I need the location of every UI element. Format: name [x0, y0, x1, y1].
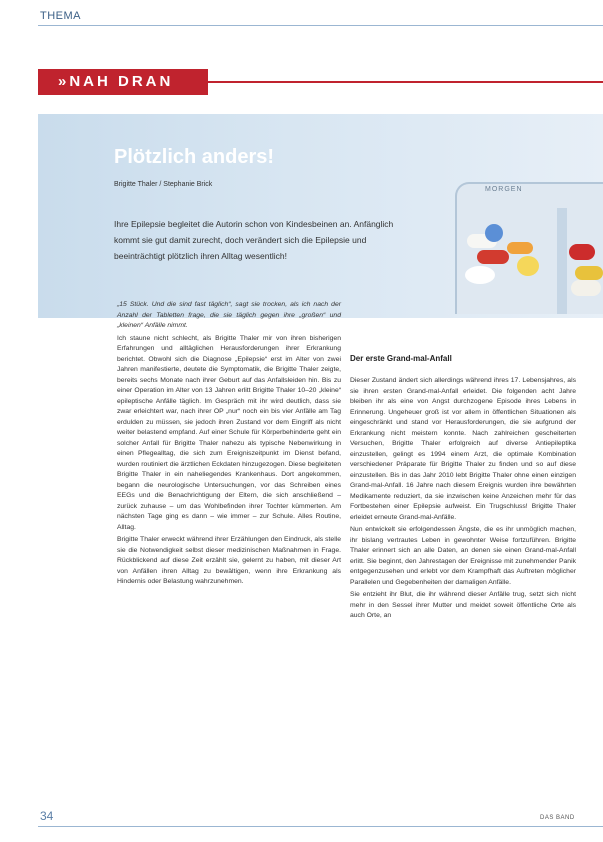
paragraph: Nun entwickelt sie erfolgendessen Ängste, die es ihr unmöglich machen, ihr bislang vertrautes Leben in gewohnter Weise fortzuführen. Brigitte Thaler erinnert sich an alle Daten, an denen sie einen Grand-mal-Anfall erlitt. Sie beginnt, den Jahrestagen der Ereignisse mit zunehmender Panik entgegenzusehen und erlebt vor dem Krampfhaft das Auftreten möglicher Parallelen und Gegebenheiten der damaligen Anfälle.: [350, 526, 576, 586]
pill-white-right: [571, 280, 601, 296]
article-column-left: [117, 300, 341, 590]
article-authors: Brigitte Thaler / Stephanie Brick: [114, 181, 213, 188]
pill-red: [477, 250, 509, 264]
section-subheading: Der erste Grand-mal-Anfall: [350, 354, 452, 363]
pill-organizer-image: [455, 182, 603, 314]
article-column-right: [350, 376, 576, 624]
intro-quote: „15 Stück. Und die sind fast täglich“, sagt sie trocken, als ich nach der Anzahl der Tabletten frage, die sie täglich gegen ihre „großen“ und „kleinen“ Anfälle nimmt.: [117, 301, 341, 329]
magazine-name: DAS BAND: [540, 815, 575, 821]
pill-white-round: [465, 266, 495, 284]
pill-yellow: [517, 256, 539, 276]
top-rule: [38, 25, 603, 26]
bottom-rule: [38, 826, 603, 827]
pill-orange: [507, 242, 533, 254]
paragraph: Sie entzieht ihr Blut, die ihr während dieser Anfälle trug, setzt sich nicht mehr in den Sessel ihrer Mutter und meidet soweit öffentliche Orte als auch Orte, an: [350, 591, 576, 619]
pill-red-right: [569, 244, 595, 260]
pillbox-divider: [557, 208, 567, 314]
paragraph: Ich staune nicht schlecht, als Brigitte Thaler mir von ihren bisherigen Erfahrungen und alltäglichen Herausforderungen ihrer Erkrankung berichtet. Obwohl sich die Diagnose „Epilepsie“ erst im Alter von zwei Jahren manifestierte, deutete die Symptomatik, die Brigitte Thaler zeigte, bereits sechs Monate nach ihrer Geburt auf das Anfallsleiden hin. Bis zu einer Operation im Alter von 13 Jahren erlitt Brigitte Thaler 10–20 „kleine“ epileptische Anfälle täglich. Im Gespräch mit ihr wird deutlich, dass sie zwar erleichtert war, nach ihrer OP „nur“ noch ein bis vier Anfälle am Tag erdulden zu müssen, sie jedoch ihren Zustand vor dem Eingriff als nicht weiter belastend empfand. Auf einer Schule für Körperbehinderte geht ein solcher Anfall für Brigitte Thaler nahezu als typische Nebenwirkung in einen Pflegealltag, die sich zum Ereigniszeitpunkt im Dienst befand, wurden routiniert die ärztlichen Eckdaten hinzugezogen. Diese begleiteten Brigitte Thaler in ein naheliegendes Krankenhaus. Dort angekommen, begann die neurologische Untersuchungen, vor das Schreiben eines EEGs und die Benachrichtigung der Eltern, die sich anschließend – zurück zuhause – um das Wohlbefinden ihrer Tochter kümmerten. Am nächsten Tage ging es dann – wie immer – zur Schule. Alles Routine, Alltag.: [117, 334, 341, 531]
section-banner: »NAH DRAN: [38, 69, 208, 95]
paragraph: Dieser Zustand ändert sich allerdings während ihres 17. Lebensjahres, als sie ihren ersten Grand-mal-Anfall erleidet. Die folgenden acht Jahre bleiben ihr als eine von Angst durchzogene Episode ihres Lebens in Erinnerung. Ungeheuer groß ist vor allem in öffentlichen Situationen als eingeschränkt und stand vor Herausforderungen, die sie aufgrund der Erkrankung nicht meistern konnte. Nach zahlreichen gescheiterten Versuchen, Brigitte Thaler erfolgreich auf diverse Antiepileptika einzustellen, gelingt es 1994 einem Arzt, die optimale Kombination verschiedener Präparate für Brigitte Thaler zu finden und so auf diese einzustellen. Bis in das Jahr 2010 lebt Brigitte Thaler ohne einen einzigen Grand-mal-Anfall. 16 Jahre nach diesem Ereignis wurden ihre bewährten Medikamente reduziert, da sie inzwischen keine Anzeichen mehr für das Fortbestehen einer Epilepsie aufweist. Ein Trugschluss! Brigitte Thaler erleidet erneute Grand-mal-Anfälle.: [350, 377, 576, 521]
paragraph: Brigitte Thaler erweckt während ihrer Erzählungen den Eindruck, als stelle sie die Notwendigkeit selbst dieser medizinischen Maßnahmen in Frage. Rückblickend auf diese Zeit erzählt sie, gelernt zu haben, mit dieser Art von Anfällen ihren Alltag zu bewältigen, wenn ihre Erkrankung als Hindernis oder Belastung wahrzunehmen.: [117, 536, 341, 585]
pillbox-label: MORGEN: [485, 186, 523, 193]
article-title: Plötzlich anders!: [114, 146, 275, 168]
pill-blue: [485, 224, 503, 242]
section-label: THEMA: [40, 10, 81, 22]
pill-yellow-right: [575, 266, 603, 280]
banner-rule: [208, 81, 603, 83]
article-lead: Ihre Epilepsie begleitet die Autorin schon von Kindesbeinen an. Anfänglich kommt sie gut damit zurecht, doch verändert sich die Epilepsie und beeinträchtigt plötzlich ihren Alltag wesentlich!: [114, 219, 394, 261]
page-number: 34: [40, 809, 54, 823]
